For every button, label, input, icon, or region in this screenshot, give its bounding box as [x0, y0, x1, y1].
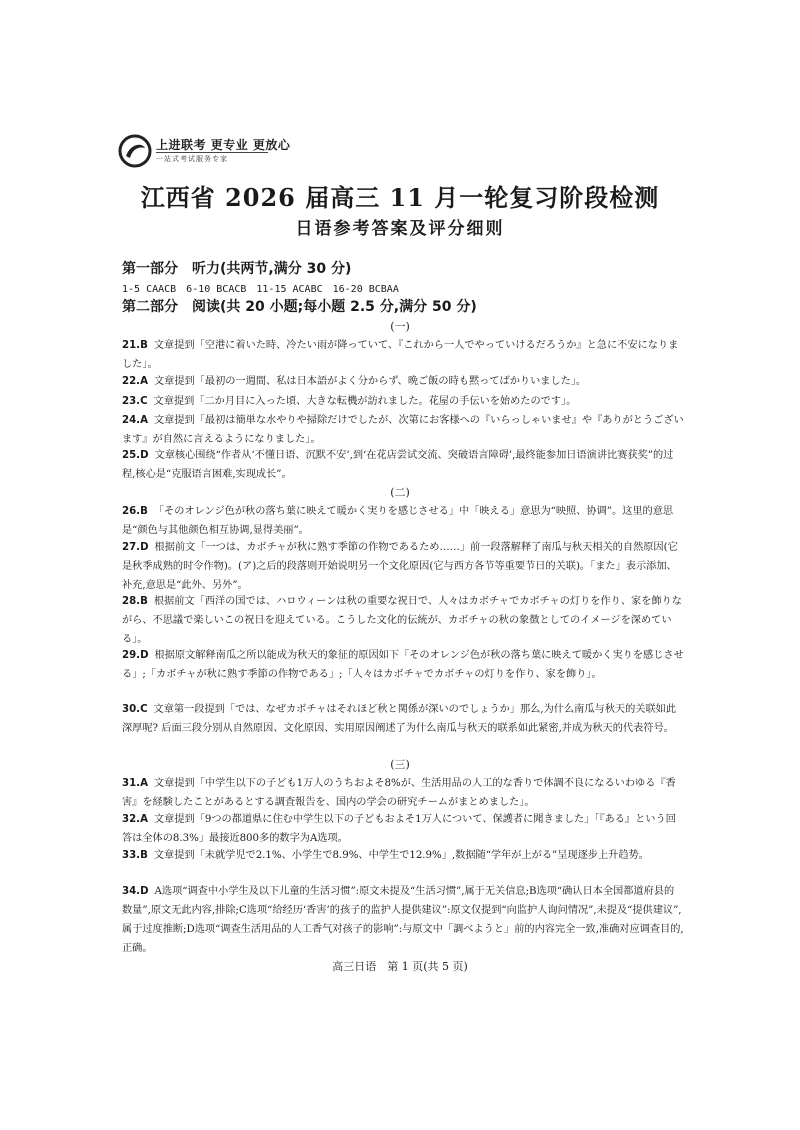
answer-option: A — [140, 376, 148, 387]
answer-explanation: 根据前文「一つは、カボチャが秋に熟す季節の作物であるため……」前一段落解释了南瓜与秋天相关的自然原因(它是秋季成熟的时令作物)。(ア)之后的段落则开始说明另一个文化原因(它与西方各节等重要节日的关联)。「また」表示添加、补充,意思是“此外、另外”。 — [122, 542, 678, 591]
answer-option: B — [140, 850, 148, 861]
document-subtitle: 日语参考答案及评分细则 — [295, 219, 505, 239]
answer-explanation: 文章提到「空港に着いた時、冷たい雨が降っていて、『これから一人でやっていけるだろうか』と急に不安になりました」。 — [122, 340, 679, 370]
logo-title: 上进联考 更专业 更放心 — [156, 138, 291, 152]
answer-item — [122, 700, 684, 738]
answer-item — [122, 810, 684, 848]
question-number: 29. — [122, 650, 141, 661]
answer-explanation: 文章第一段提到「では、なぜカボチャはそれほど秋と関係が深いのでしょうか」那么,为什么南瓜与秋天的关联如此深厚呢? 后面三段分别从自然原因、文化原因、实用原因阐述了为什么南瓜与秋天的联系如此紧密,并成为秋天的代表符号。 — [122, 704, 677, 734]
question-number: 23. — [122, 396, 141, 407]
answer-item — [122, 446, 684, 484]
logo-subtitle: 一站式考试服务专家 — [156, 155, 228, 163]
answer-option: C — [140, 704, 148, 715]
answer-explanation: 文章提到「二か月目に入った頃、大きな転機が訪れました。花屋の手伝いを始めたのです」。 — [153, 396, 577, 407]
answer-explanation: 文章提到「未就学児で2.1%、小学生で8.9%、中学生で12.9%」,数据随“学年が上がる”呈现逐步上升趋势。 — [153, 850, 649, 861]
brand-swirl-icon — [118, 134, 152, 168]
answer-explanation: 文章提到「最初の一週間、私は日本語がよく分からず、晩ご飯の時も黙ってばかりいました」。 — [153, 376, 587, 387]
answer-item — [122, 336, 684, 374]
answer-option: D — [140, 886, 149, 897]
answer-option: A — [140, 415, 148, 426]
answer-item — [122, 392, 684, 411]
answer-explanation: 文章提到「9つの都道県に住む中学生以下の子どもおよそ1万人について、保護者に聞きました」「『ある』という回答は全体の8.3%」最接近800多的数字为A选项。 — [122, 814, 676, 844]
answer-item — [122, 592, 684, 649]
answer-option: C — [140, 396, 148, 407]
answer-explanation: A选项“调查中小学生及以下儿童的生活习惯”:原文未提及“生活习惯”,属于无关信息;B选项“确认日本全国都道府县的数量”,原文无此内容,排除;C选项“给经历‘香害’的孩子的监护人提供建议”:原文仅提到“向监护人询问情况”,未提及“提供建议”,属于过度推断;D选项“调查生活用品的人工香气对孩子的影响”:与原文中「調べようと」前的内容完全一致,准确对应调查目的,正确。 — [122, 886, 684, 954]
section-divider-2: (二) — [390, 486, 410, 499]
question-number: 21. — [122, 340, 141, 351]
question-number: 26. — [122, 506, 141, 517]
answer-option: A — [140, 778, 148, 789]
answer-option: A — [140, 814, 148, 825]
answer-item — [122, 502, 684, 540]
question-number: 34. — [122, 886, 141, 897]
document-title: 江西省 2026 届高三 11 月一轮复习阶段检测 — [140, 183, 660, 212]
section-divider-1: (一) — [390, 320, 410, 333]
question-number: 32. — [122, 814, 141, 825]
part1-heading: 第一部分 听力(共两节,满分 30 分) — [122, 261, 352, 277]
question-number: 25. — [122, 450, 141, 461]
brand-logo — [118, 132, 318, 172]
question-number: 31. — [122, 778, 141, 789]
answer-item — [122, 774, 684, 812]
answer-explanation: 文章提到「最初は簡単な水やりや掃除だけでしたが、次第にお客様への『いらっしゃいませ』や『ありがとうございます』が自然に言えるようになりました」。 — [122, 415, 684, 445]
logo-divider — [156, 152, 268, 153]
answer-explanation: 文章核心围绕“作者从‘不懂日语、沉默不安’,到‘在花店尝试交流、突破语言障碍’,最终能参加日语演讲比赛获奖”的过程,核心是“克服语言困难,实现成长”。 — [122, 450, 674, 480]
answer-item — [122, 846, 684, 865]
part1-answers: 1-5 CAACB 6-10 BCACB 11-15 ACABC 16-20 BCBAA — [122, 284, 399, 295]
answer-option: D — [140, 650, 149, 661]
question-number: 33. — [122, 850, 141, 861]
question-number: 24. — [122, 415, 141, 426]
answer-item — [122, 411, 684, 449]
question-number: 30. — [122, 704, 141, 715]
answer-option: D — [140, 542, 149, 553]
answer-explanation: 文章提到「中学生以下の子ども1万人のうちおよそ8%が、生活用品の人工的な香りで体調不良になるいわゆる『香害』を経験したことがあるとする調査報告を、国内の学会の研究チームがまとめました」。 — [122, 778, 676, 808]
answer-item — [122, 538, 684, 595]
section-divider-3: (三) — [390, 758, 410, 771]
answer-explanation: 根据前文「西洋の国では、ハロウィーンは秋の重要な祝日で、人々はカボチャでカボチャの灯りを作り、家を飾りながら、不思議で楽しいこの祝日を迎えている。こうした文化的伝統が、カボチャの秋の象徴としてのイメージを深めている」。 — [122, 596, 682, 645]
part2-heading: 第二部分 阅读(共 20 小题;每小题 2.5 分,满分 50 分) — [122, 299, 477, 315]
answer-option: B — [140, 506, 148, 517]
answer-explanation: 「そのオレンジ色が秋の落ち葉に映えて暖かく実りを感じさせる」中「映える」意思为“映照、协调”。这里的意思是“颜色与其他颜色相互协调,显得美丽”。 — [122, 506, 674, 536]
question-number: 28. — [122, 596, 141, 607]
answer-option: D — [140, 450, 149, 461]
answer-item — [122, 646, 684, 684]
answer-option: B — [140, 340, 148, 351]
question-number: 22. — [122, 376, 141, 387]
answer-explanation: 根据原文解释南瓜之所以能成为秋天的象征的原因如下「そのオレンジ色が秋の落ち葉に映えて暖かく実りを感じさせる」;「カボチャが秋に熟す季節の作物である」;「人々はカボチャでカボチャの灯りを作り、家を飾り」。 — [122, 650, 684, 680]
answer-item — [122, 882, 684, 958]
question-number: 27. — [122, 542, 141, 553]
page-footer: 高三日语 第 1 页(共 5 页) — [332, 960, 468, 973]
answer-item — [122, 372, 684, 391]
answer-option: B — [140, 596, 148, 607]
